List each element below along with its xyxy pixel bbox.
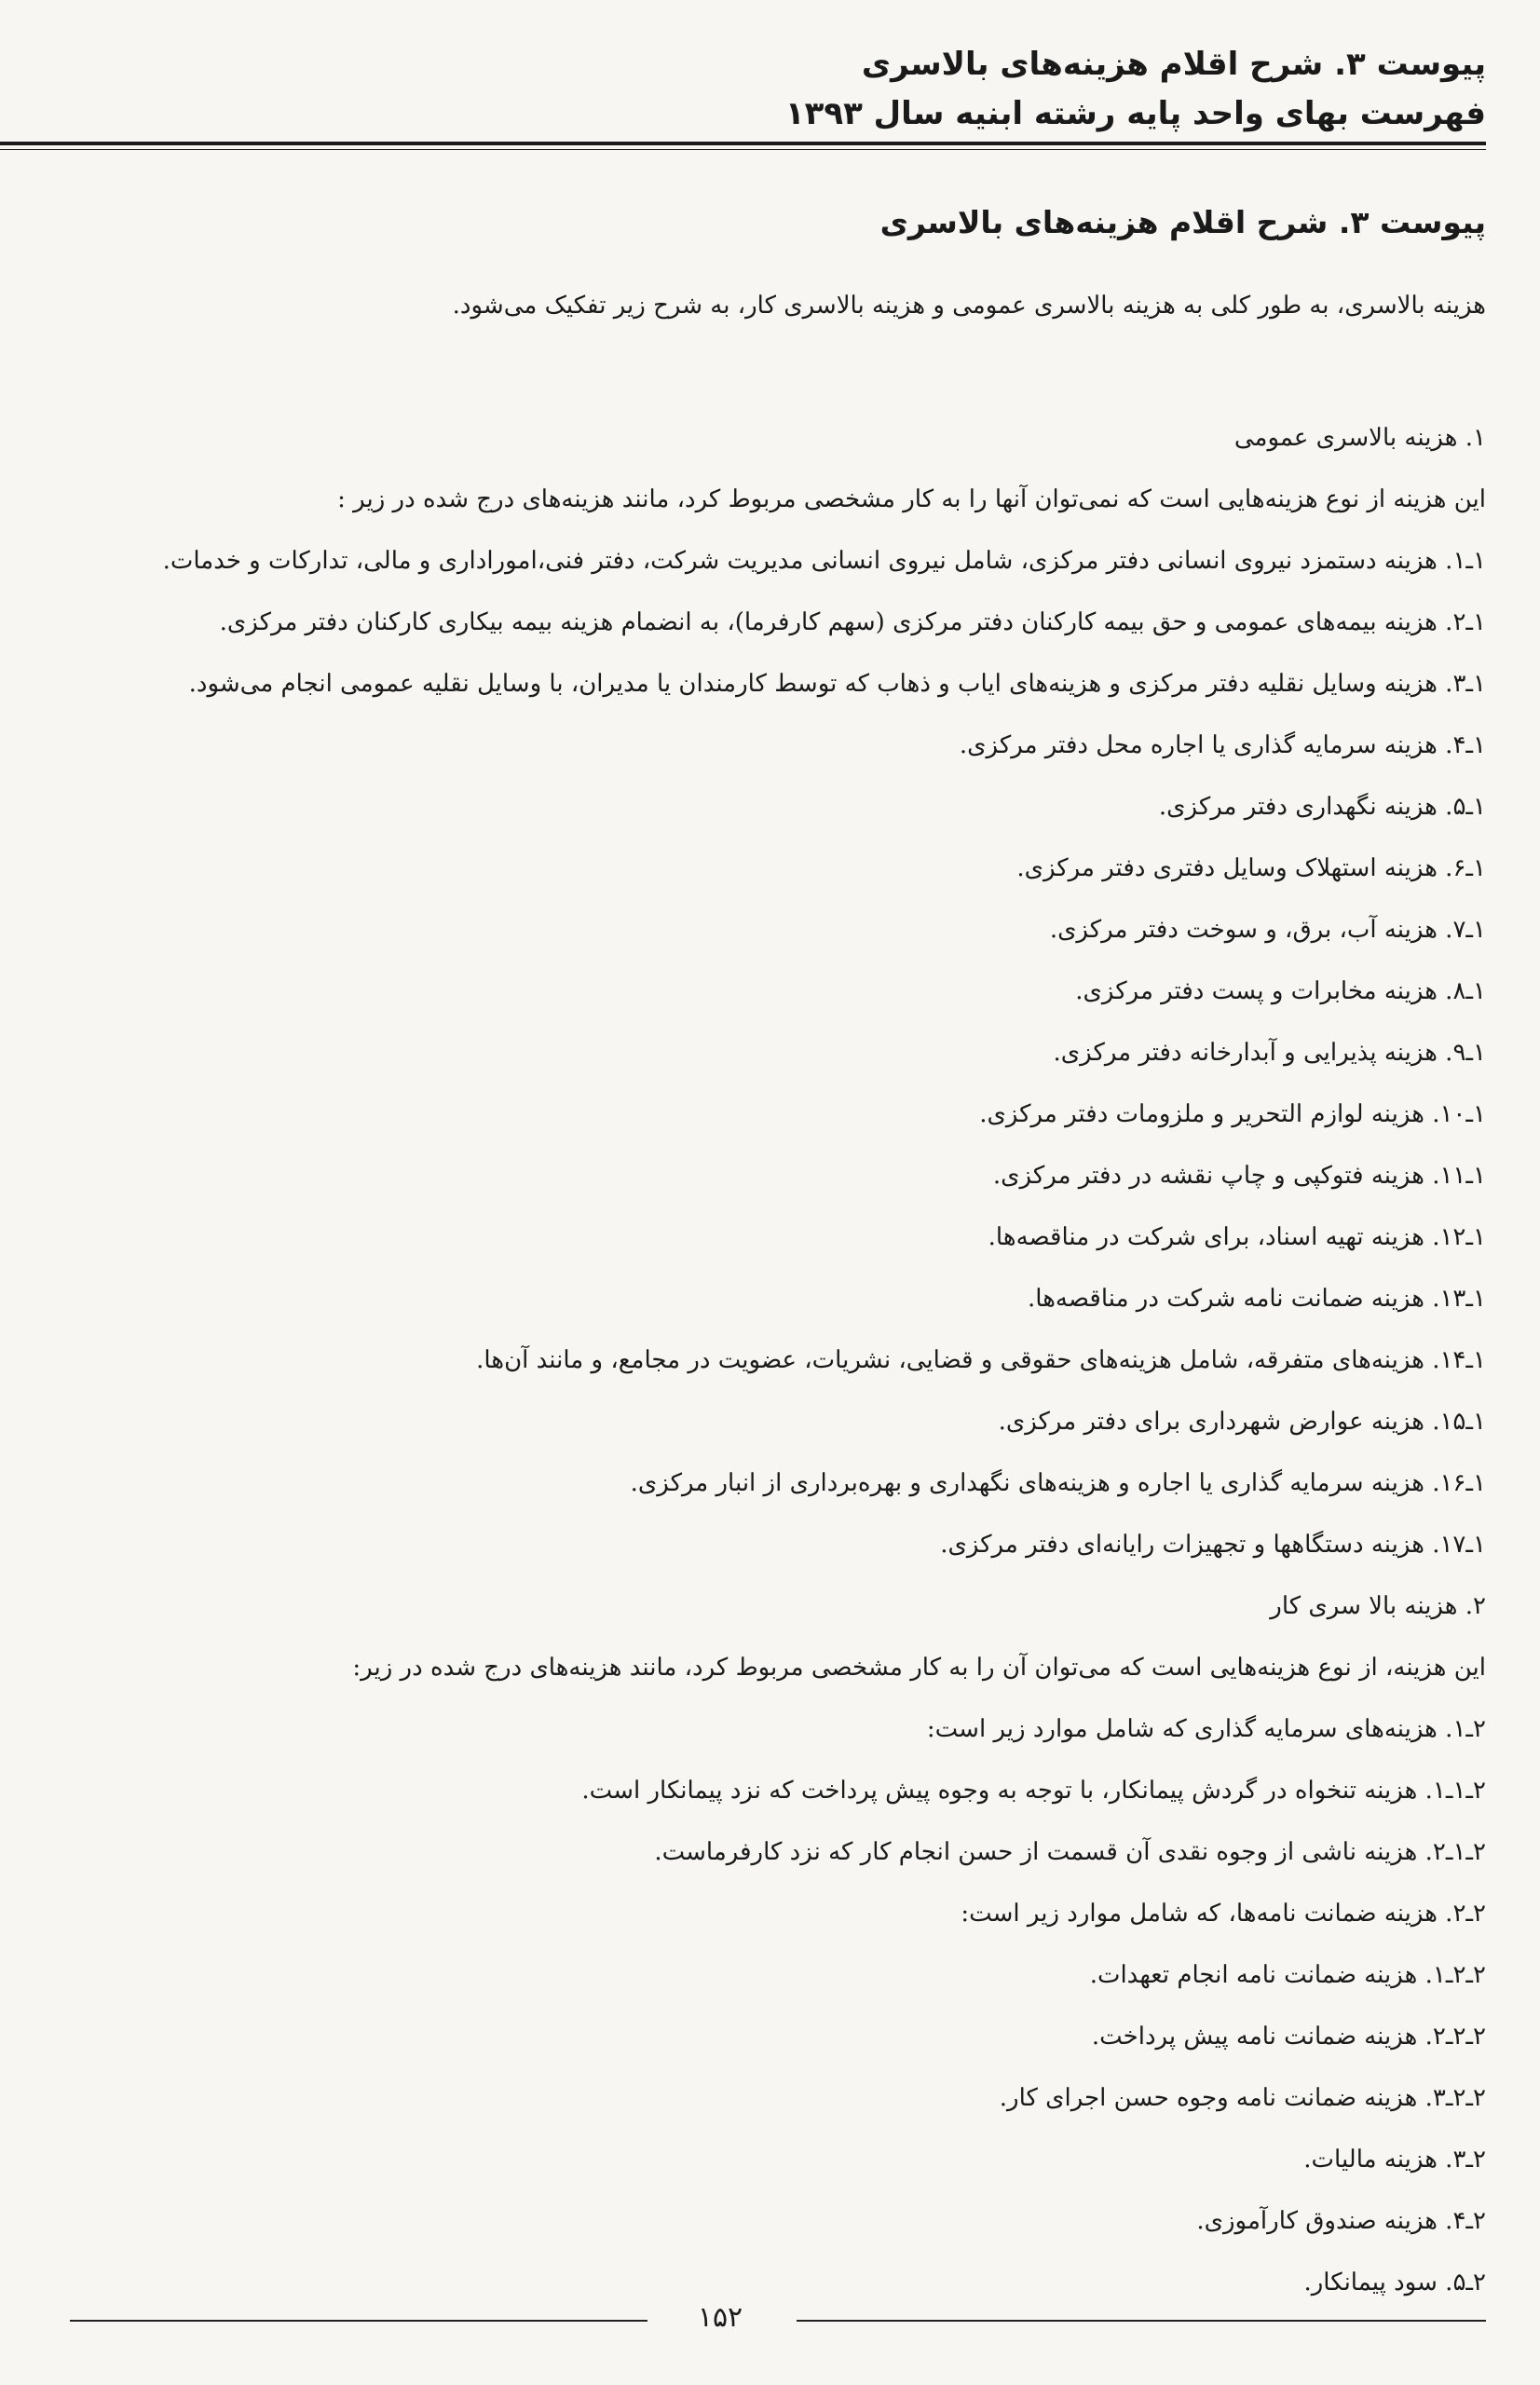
list-item: ۲ـ۲ـ۳. هزینه ضمانت نامه وجوه حسن اجرای کار. — [999, 2084, 1486, 2112]
cost-items-list — [56, 415, 1486, 2321]
list-item: ۲ـ۱. هزینه‌های سرمایه گذاری که شامل موارد زیر است: — [926, 1715, 1486, 1743]
list-item: ۲ـ۲. هزینه ضمانت نامه‌ها، که شامل موارد زیر است: — [961, 1900, 1486, 1928]
section-description: این هزینه از نوع هزینه‌هایی است که نمی‌توان آنها را به کار مشخصی مربوط کرد، مانند هزینه‌های درج شده در زیر : — [337, 485, 1486, 513]
list-item: ۲ـ۴. هزینه صندوق کارآموزی. — [1196, 2207, 1486, 2235]
list-item: ۱ـ۲. هزینه بیمه‌های عمومی و حق بیمه کارکنان دفتر مرکزی (سهم کارفرما)، به انضمام هزینه بیمه بیکاری کارکنان دفتر مرکزی. — [219, 608, 1486, 636]
list-item: ۱ـ۶. هزینه استهلاک وسایل دفتری دفتر مرکزی. — [1016, 854, 1486, 882]
header-line-1: پیوست ۳. شرح اقلام هزینه‌های بالاسری — [861, 46, 1486, 83]
list-item: ۲ـ۳. هزینه مالیات. — [1303, 2146, 1486, 2174]
list-item: ۱ـ۱۱. هزینه فتوکپی و چاپ نقشه در دفتر مرکزی. — [992, 1162, 1486, 1190]
list-item: ۱ـ۱۷. هزینه دستگاهها و تجهیزات رایانه‌ای دفتر مرکزی. — [940, 1531, 1486, 1559]
section-description: این هزینه، از نوع هزینه‌هایی است که می‌توان آن را به کار مشخصی مربوط کرد، مانند هزینه‌های درج شده در زیر: — [352, 1654, 1486, 1682]
list-item: ۱ـ۴. هزینه سرمایه گذاری یا اجاره محل دفتر مرکزی. — [959, 731, 1486, 759]
intro-paragraph: هزینه بالاسری، به طور کلی به هزینه بالاسری عمومی و هزینه بالاسری کار، به شرح زیر تفکیک می‌شود. — [452, 292, 1486, 320]
list-item: ۱ـ۸. هزینه مخابرات و پست دفتر مرکزی. — [1075, 977, 1486, 1005]
list-item: ۱ـ۱۰. هزینه لوازم التحریر و ملزومات دفتر مرکزی. — [979, 1100, 1486, 1128]
header-rule — [0, 142, 1486, 145]
section-heading-project-overhead: ۲. هزینه بالا سری کار — [1270, 1592, 1486, 1620]
list-item: ۱ـ۱. هزینه دستمزد نیروی انسانی دفتر مرکزی، شامل نیروی انسانی مدیریت شرکت، دفتر فنی،اموراداری و مالی، تدارکات و خدمات. — [162, 547, 1486, 575]
section-title: پیوست ۳. شرح اقلام هزینه‌های بالاسری — [879, 204, 1486, 240]
list-item: ۱ـ۹. هزینه پذیرایی و آبدارخانه دفتر مرکزی. — [1053, 1039, 1486, 1067]
list-item: ۱ـ۱۳. هزینه ضمانت نامه شرکت در مناقصه‌ها. — [1028, 1285, 1486, 1313]
header-line-2: فهرست بهای واحد پایه رشته ابنیه سال ۱۳۹۳ — [784, 95, 1486, 132]
list-item: ۲ـ۵. سود پیمانکار. — [1303, 2269, 1486, 2296]
list-item: ۲ـ۱ـ۱. هزینه تنخواه در گردش پیمانکار، با توجه به وجوه پیش پرداخت که نزد پیمانکار است. — [581, 1777, 1486, 1805]
list-item: ۲ـ۲ـ۲. هزینه ضمانت نامه پیش پرداخت. — [1091, 2023, 1486, 2051]
footer-rule-right — [797, 2320, 1486, 2322]
page-number: ۱۵۲ — [697, 2301, 743, 2334]
section-heading-general-overhead: ۱. هزینه بالاسری عمومی — [1233, 424, 1486, 452]
list-item: ۱ـ۷. هزینه آب، برق، و سوخت دفتر مرکزی. — [1049, 916, 1486, 944]
header-rule-thin — [0, 149, 1486, 150]
list-item: ۱ـ۱۲. هزینه تهیه اسناد، برای شرکت در مناقصه‌ها. — [988, 1223, 1486, 1251]
list-item: ۲ـ۲ـ۱. هزینه ضمانت نامه انجام تعهدات. — [1089, 1961, 1486, 1989]
footer-rule-left — [70, 2320, 647, 2322]
list-item: ۱ـ۱۶. هزینه سرمایه گذاری یا اجاره و هزینه‌های نگهداری و بهره‌برداری از انبار مرکزی. — [630, 1469, 1486, 1497]
list-item: ۱ـ۱۵. هزینه عوارض شهرداری برای دفتر مرکزی. — [998, 1408, 1486, 1436]
list-item: ۱ـ۵. هزینه نگهداری دفتر مرکزی. — [1158, 793, 1486, 821]
list-item: ۲ـ۱ـ۲. هزینه ناشی از وجوه نقدی آن قسمت از حسن انجام کار که نزد کارفرماست. — [654, 1838, 1486, 1866]
list-item: ۱ـ۱۴. هزینه‌های متفرقه، شامل هزینه‌های حقوقی و قضایی، نشریات، عضویت در مجامع، و مانند آن‌ها. — [476, 1346, 1486, 1374]
list-item: ۱ـ۳. هزینه وسایل نقلیه دفتر مرکزی و هزینه‌های ایاب و ذهاب که توسط کارمندان یا مدیران، با وسایل نقلیه عمومی انجام می‌شود. — [188, 670, 1486, 698]
